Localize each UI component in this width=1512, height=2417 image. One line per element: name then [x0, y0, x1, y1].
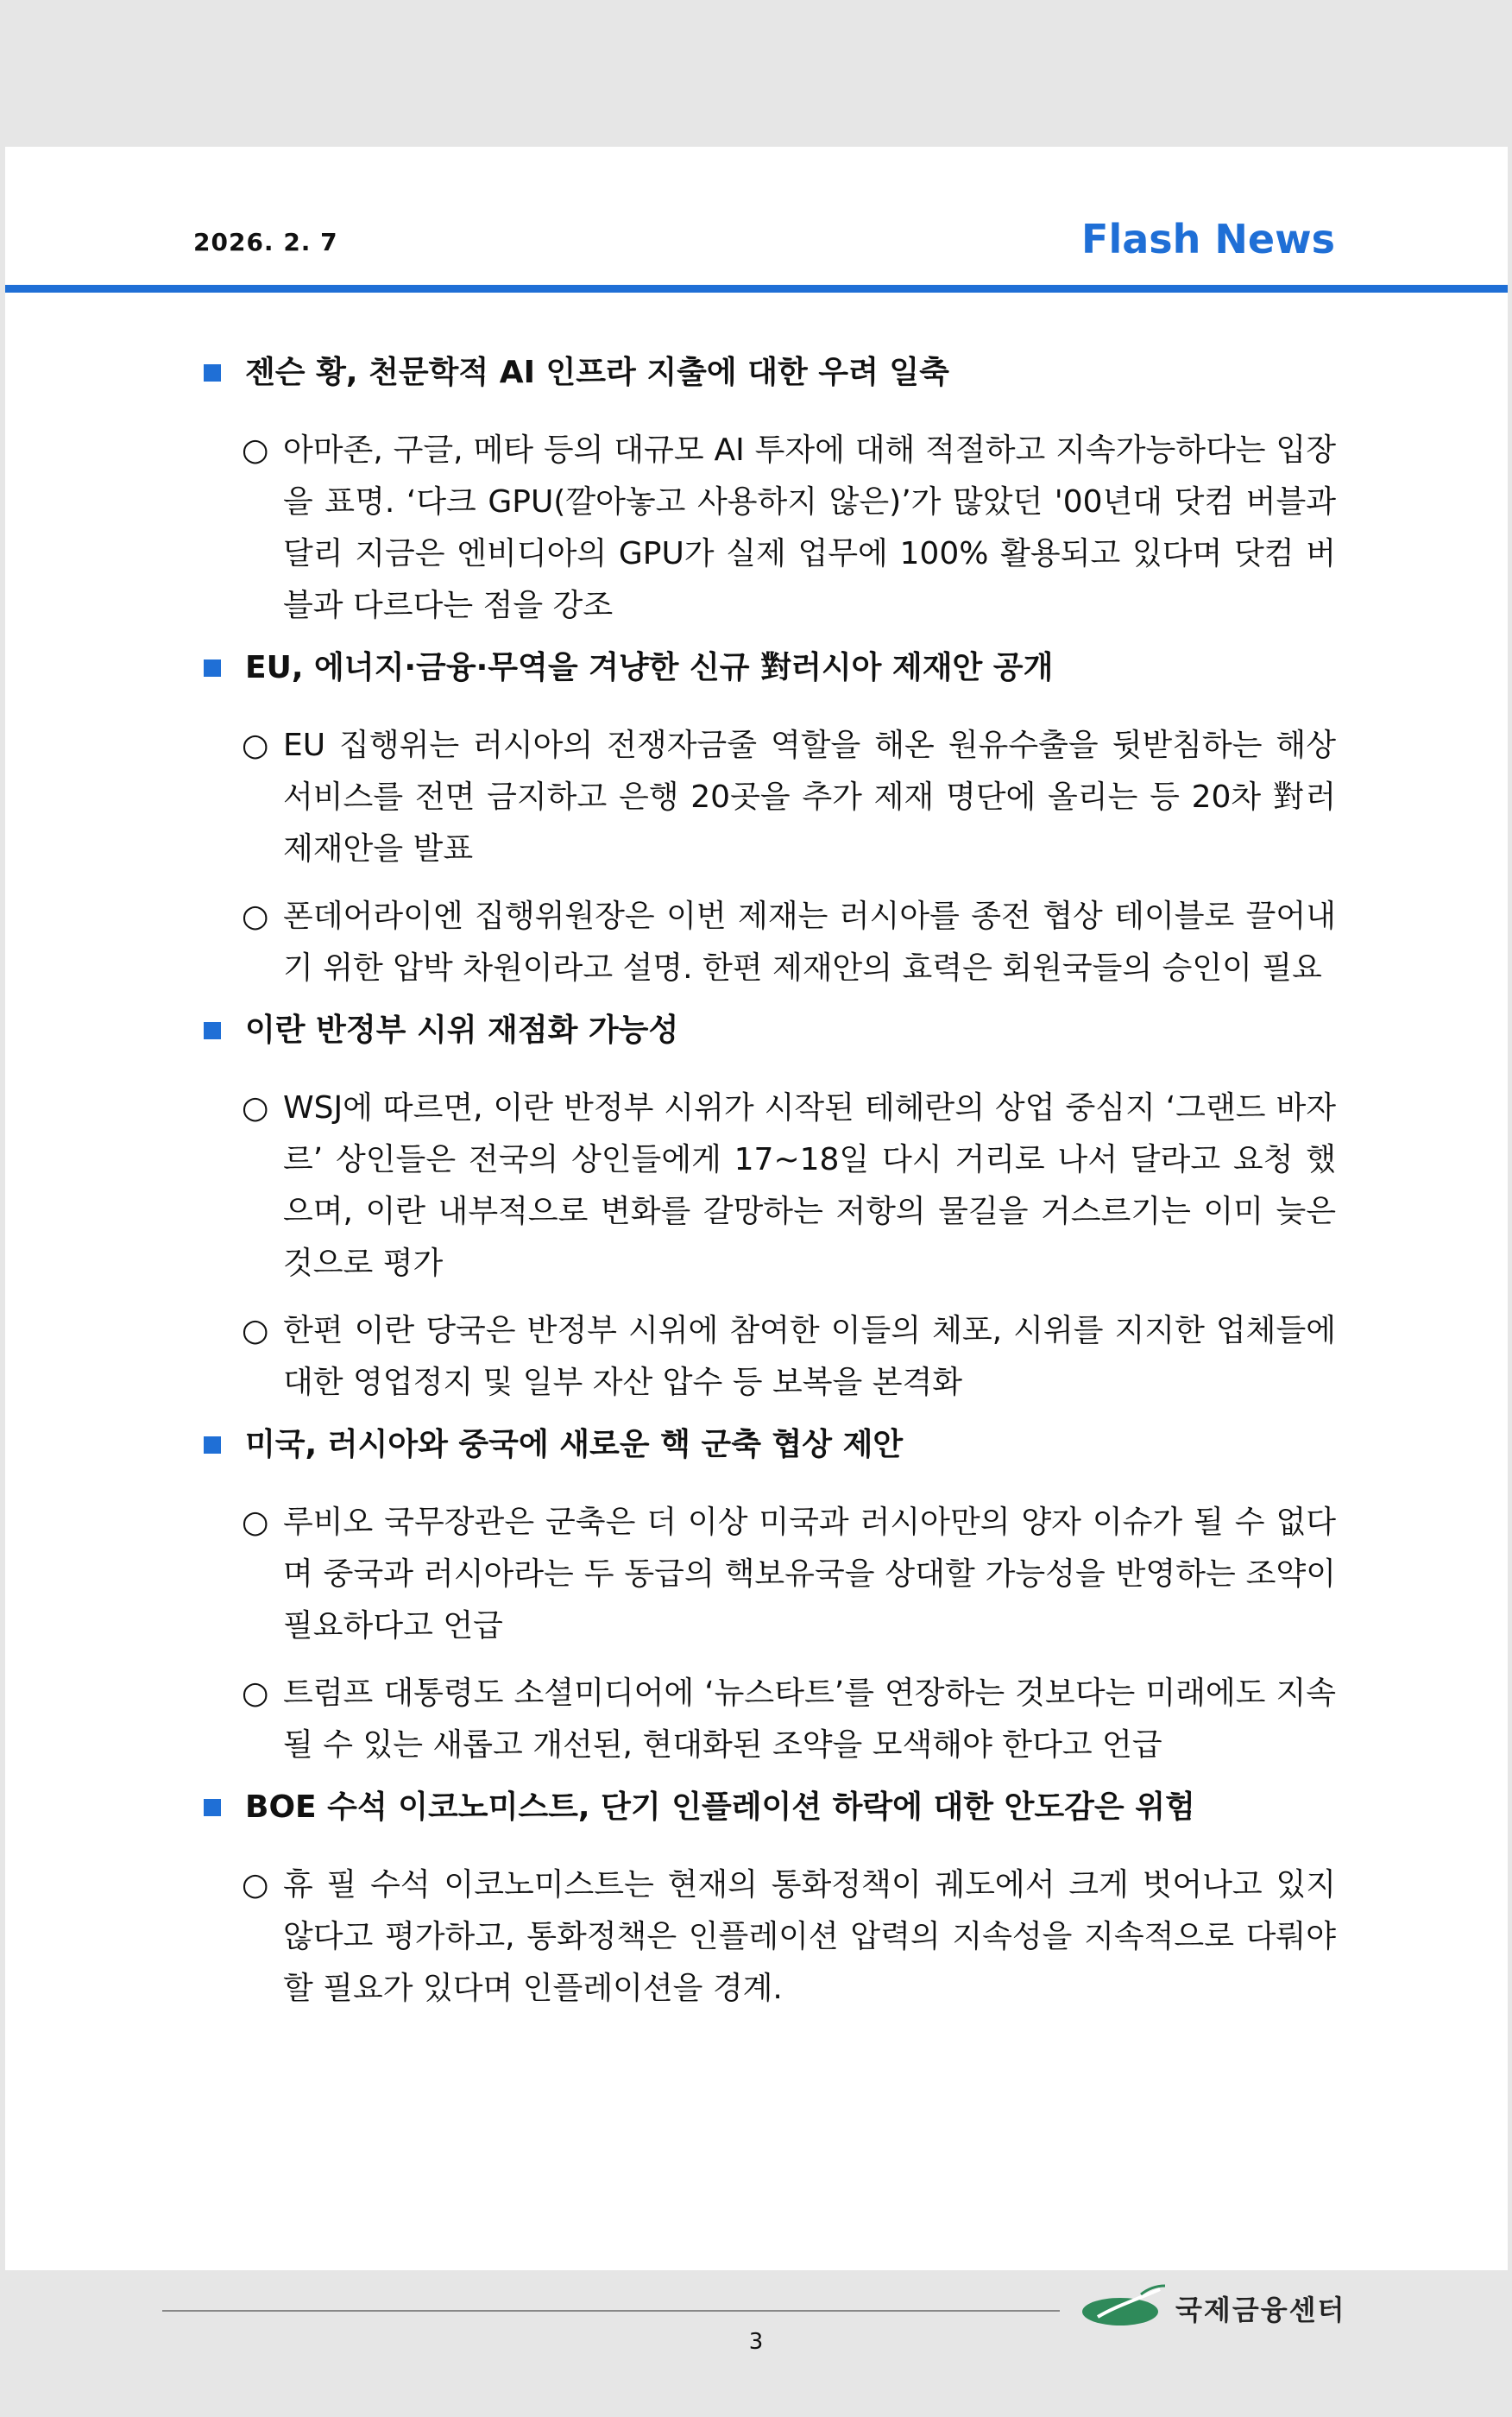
document-page	[5, 147, 1508, 2355]
kcif-logo	[1080, 2282, 1357, 2334]
section-heading-text: 젠슨 황, 천문학적 AI 인프라 지출에 대한 우려 일축	[245, 355, 949, 390]
circle-bullet-icon: ○	[242, 1867, 269, 1903]
circle-bullet-icon: ○	[242, 1675, 269, 1711]
section-heading-text: 이란 반정부 시위 재점화 가능성	[245, 1013, 679, 1048]
logo-org-name: 국제금융센터	[1175, 2294, 1346, 2326]
section-heading	[204, 647, 1336, 689]
bullet-item	[204, 1859, 1336, 2015]
bullet-item	[204, 1305, 1336, 1409]
page-number: 3	[748, 2329, 764, 2355]
kcif-logo-icon	[1080, 2282, 1167, 2334]
bullet-item	[204, 1497, 1336, 1652]
news-section	[204, 1424, 1336, 1771]
bullet-item	[204, 891, 1336, 994]
section-heading	[204, 352, 1336, 394]
section-heading-text: BOE 수석 이코노미스트, 단기 인플레이션 하락에 대한 안도감은 위험	[245, 1789, 1195, 1825]
footer-divider	[162, 2310, 1060, 2312]
news-section	[204, 647, 1336, 994]
section-heading	[204, 1787, 1336, 1828]
circle-bullet-icon: ○	[242, 1090, 269, 1126]
bullet-text: WSJ에 따르면, 이란 반정부 시위가 시작된 테헤란의 상업 중심지 ‘그랜드 바자르’ 상인들은 전국의 상인들에게 17~18일 다시 거리로 나서 달라고 요청 했으며, 이란 내부적으로 변화를 갈망하는 저항의 물길을 거스르기는 이미 늦은 것으로 평가	[283, 1090, 1336, 1281]
circle-bullet-icon: ○	[242, 728, 269, 763]
bullet-text: 휴 필 수석 이코노미스트는 현재의 통화정책이 궤도에서 크게 벗어나고 있지 않다고 평가하고, 통화정책은 인플레이션 압력의 지속성을 지속적으로 다뤄야 할 필요가 있다며 인플레이션을 경계.	[283, 1867, 1336, 2006]
section-heading	[204, 1424, 1336, 1466]
news-section	[204, 352, 1336, 632]
bullet-text: 트럼프 대통령도 소셜미디어에 ‘뉴스타트’를 연장하는 것보다는 미래에도 지속 될 수 있는 새롭고 개선된, 현대화된 조약을 모색해야 한다고 언급	[283, 1675, 1336, 1763]
bullet-item	[204, 425, 1336, 632]
bullet-text: EU 집행위는 러시아의 전쟁자금줄 역할을 해온 원유수출을 뒷받침하는 해상 서비스를 전면 금지하고 은행 20곳을 추가 제재 명단에 올리는 등 20차 對러 제재안을 발표	[283, 728, 1336, 867]
square-bullet-icon	[204, 364, 221, 382]
section-heading	[204, 1010, 1336, 1051]
flash-news-title: Flash News	[1081, 216, 1335, 262]
bullet-item	[204, 720, 1336, 875]
square-bullet-icon	[204, 1436, 221, 1454]
square-bullet-icon	[204, 1799, 221, 1816]
section-heading-text: EU, 에너지·금융·무역을 겨냥한 신규 對러시아 제재안 공개	[245, 650, 1054, 685]
circle-bullet-icon: ○	[242, 1505, 269, 1540]
news-content	[204, 352, 1336, 2030]
square-bullet-icon	[204, 659, 221, 677]
header-divider	[5, 285, 1508, 293]
bullet-text: 루비오 국무장관은 군축은 더 이상 미국과 러시아만의 양자 이슈가 될 수 없다며 중국과 러시아라는 두 동급의 핵보유국을 상대할 가능성을 반영하는 조약이 필요하다고 언급	[283, 1505, 1336, 1644]
bullet-text: 폰데어라이엔 집행위원장은 이번 제재는 러시아를 종전 협상 테이블로 끌어내기 위한 압박 차원이라고 설명. 한편 제재안의 효력은 회원국들의 승인이 필요	[283, 899, 1336, 986]
bullet-item	[204, 1668, 1336, 1771]
report-date: 2026. 2. 7	[193, 228, 338, 256]
section-heading-text: 미국, 러시아와 중국에 새로운 핵 군축 협상 제안	[245, 1427, 904, 1462]
news-section	[204, 1787, 1336, 2015]
bullet-text: 아마존, 구글, 메타 등의 대규모 AI 투자에 대해 적절하고 지속가능하다는 입장을 표명. ‘다크 GPU(깔아놓고 사용하지 않은)’가 많았던 '00년대 닷컴 버블과 달리 지금은 엔비디아의 GPU가 실제 업무에 100% 활용되고 있다며 닷컴 버블과 다르다는 점을 강조	[283, 432, 1336, 623]
circle-bullet-icon: ○	[242, 432, 269, 468]
news-section	[204, 1010, 1336, 1409]
square-bullet-icon	[204, 1022, 221, 1039]
circle-bullet-icon: ○	[242, 899, 269, 934]
circle-bullet-icon: ○	[242, 1313, 269, 1348]
bullet-text: 한편 이란 당국은 반정부 시위에 참여한 이들의 체포, 시위를 지지한 업체들에 대한 영업정지 및 일부 자산 압수 등 보복을 본격화	[283, 1313, 1336, 1400]
bullet-item	[204, 1082, 1336, 1290]
